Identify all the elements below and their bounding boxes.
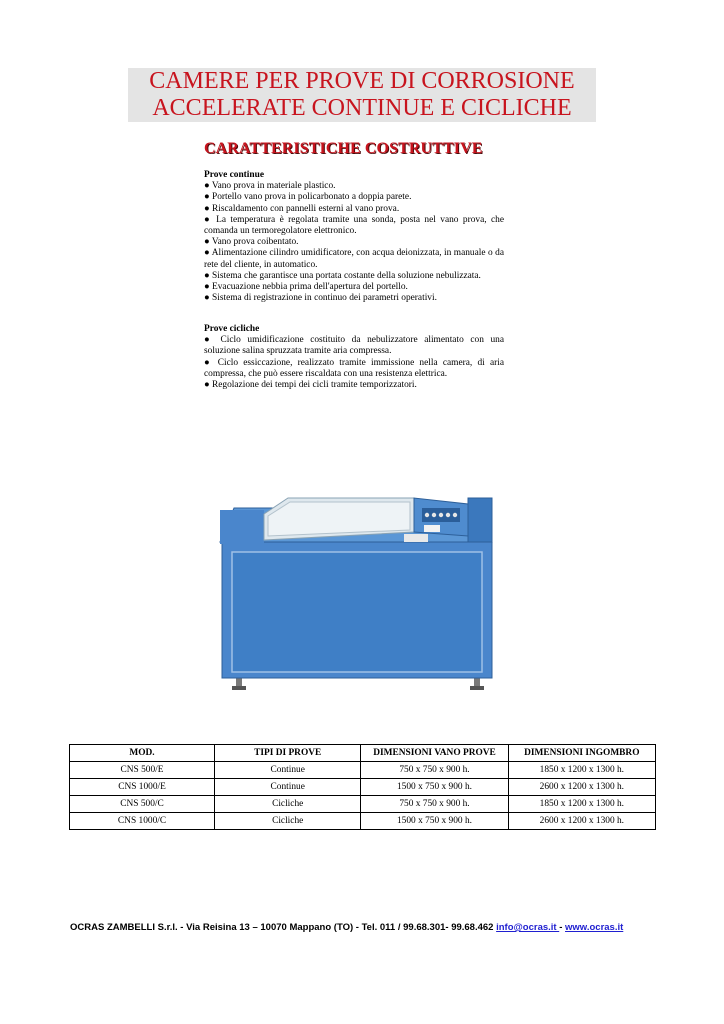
chamber-front-panel	[232, 552, 482, 672]
page-footer	[70, 922, 670, 933]
header-overall-dimensions: DIMENSIONI INGOMBRO	[508, 745, 655, 762]
header-model: MOD.	[70, 745, 215, 762]
title-line-1: CAMERE PER PROVE DI CORROSIONE	[149, 68, 575, 94]
specs-table	[69, 744, 656, 830]
continuous-tests-section	[204, 170, 504, 304]
list-item: ● Ciclo umidificazione costituito da nebulizzatore alimentato con una soluzione salina spruzzata tramite aria compressa.	[204, 335, 504, 357]
header-chamber-dimensions: DIMENSIONI VANO PROVE	[361, 745, 508, 762]
list-item: ● Vano prova in materiale plastico.	[204, 181, 336, 192]
table-row	[70, 779, 656, 796]
corrosion-chamber-photo	[218, 490, 496, 700]
cell-overall-dimensions: 2600 x 1200 x 1300 h.	[508, 779, 655, 796]
list-item: ● Sistema di registrazione in continuo dei parametri operativi.	[204, 293, 437, 304]
table-row	[70, 762, 656, 779]
cell-chamber-dimensions: 1500 x 750 x 900 h.	[361, 813, 508, 830]
table-row	[70, 813, 656, 830]
list-item: ● La temperatura è regolata tramite una sonda, posta nel vano prova, che comanda un termoregolatore elettronico.	[204, 214, 504, 237]
list-item: ● Vano prova coibentato.	[204, 237, 299, 248]
cell-model: CNS 500/E	[70, 762, 215, 779]
footer-email-link[interactable]: info@ocras.it	[496, 922, 560, 933]
table-header-row	[70, 745, 656, 762]
footer-company-info: OCRAS ZAMBELLI S.r.l. - Via Reisina 13 – 10070 Mappano (TO) - Tel. 011 / 99.68.301- 99.68.462	[70, 922, 497, 933]
footer-website-link[interactable]: www.ocras.it	[565, 922, 624, 933]
table-row	[70, 796, 656, 813]
cell-test-type: Continue	[215, 779, 361, 796]
cell-chamber-dimensions: 1500 x 750 x 900 h.	[361, 779, 508, 796]
title-line-2: ACCELERATE CONTINUE E CICLICHE	[152, 95, 572, 121]
list-item: ● Alimentazione cilindro umidificatore, con acqua deionizzata, in manuale o da rete del cliente, in automatico.	[204, 248, 504, 270]
document-title	[128, 68, 596, 122]
cell-overall-dimensions: 1850 x 1200 x 1300 h.	[508, 796, 655, 813]
list-item: ● Portello vano prova in policarbonato a doppia parete.	[204, 192, 412, 203]
list-item: ● Ciclo essiccazione, realizzato tramite immissione nella camera, di aria compressa, che può essere riscaldata con una resistenza elettrica.	[204, 357, 504, 379]
cell-test-type: Cicliche	[215, 796, 361, 813]
cell-model: CNS 1000/C	[70, 813, 215, 830]
continuous-tests-heading: Prove continue	[204, 170, 264, 180]
footer-separator: -	[559, 922, 566, 933]
cyclic-tests-heading: Prove cicliche	[204, 324, 260, 334]
header-test-type: TIPI DI PROVE	[215, 745, 361, 762]
cell-test-type: Cicliche	[215, 813, 361, 830]
chamber-transparent-lid	[268, 502, 410, 536]
cell-overall-dimensions: 1850 x 1200 x 1300 h.	[508, 762, 655, 779]
cell-overall-dimensions: 2600 x 1200 x 1300 h.	[508, 813, 655, 830]
cell-chamber-dimensions: 750 x 750 x 900 h.	[361, 796, 508, 813]
list-item: ● Riscaldamento con pannelli esterni al vano prova.	[204, 203, 400, 214]
list-item: ● Evacuazione nebbia prima dell'apertura del portello.	[204, 282, 408, 293]
cell-model: CNS 1000/E	[70, 779, 215, 796]
cell-test-type: Continue	[215, 762, 361, 779]
cyclic-tests-section	[204, 324, 504, 391]
list-item: ● Regolazione dei tempi dei cicli tramite temporizzatori.	[204, 380, 417, 391]
list-item: ● Sistema che garantisce una portata costante della soluzione nebulizzata.	[204, 270, 481, 281]
section-subtitle: CARATTERISTICHE COSTRUTTIVE	[204, 140, 483, 157]
cell-model: CNS 500/C	[70, 796, 215, 813]
cell-chamber-dimensions: 750 x 750 x 900 h.	[361, 762, 508, 779]
